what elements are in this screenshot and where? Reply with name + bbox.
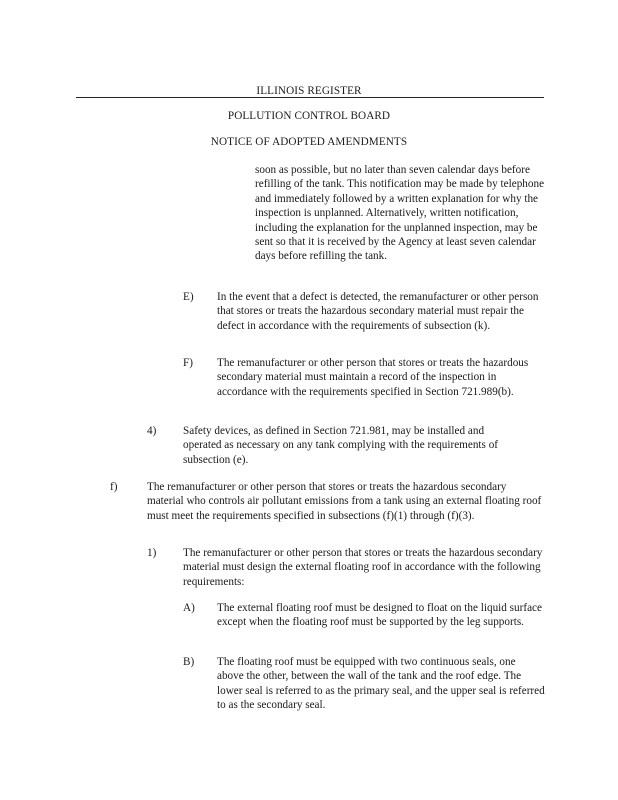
- item-text-E: In the event that a defect is detected, the remanufacturer or other person that stores or treats the hazardous secondary material must repair the defect in accordance with the requirements of subsection (k).: [217, 291, 539, 332]
- continuation-paragraph: soon as possible, but no later than seven calendar days before refilling of the tank. This notification may be made by telephone and immediately followed by a written explanation for why the inspection is unplanned. Alternatively, written notification, including the explanation for the unplanned inspection, may be sent so that it is received by the Agency at least seven calendar days before refilling the tank.: [255, 164, 545, 263]
- item-label-A: A): [183, 602, 195, 614]
- item-label-1: 1): [147, 547, 157, 559]
- item-text-f: The remanufacturer or other person that stores or treats the hazardous secondary material who controls air pollutant emissions from a tank using an external floating roof must meet the requirements specified in subsections (f)(1) through (f)(3).: [147, 481, 542, 522]
- header-rule: [76, 97, 544, 98]
- notice-title: NOTICE OF ADOPTED AMENDMENTS: [210, 136, 408, 148]
- item-text-A: The external floating roof must be designed to float on the liquid surface except when the floating roof must be supported by the leg supports.: [217, 602, 542, 629]
- item-text-4: Safety devices, as defined in Section 721.981, may be installed and operated as necessary on any tank complying with the requirements of subsection (e).: [183, 425, 499, 466]
- register-title: ILLINOIS REGISTER: [256, 85, 362, 97]
- item-label-4: 4): [147, 425, 157, 437]
- board-title: POLLUTION CONTROL BOARD: [227, 110, 391, 122]
- item-label-f: f): [110, 481, 118, 493]
- item-text-1: The remanufacturer or other person that stores or treats the hazardous secondary material must design the external floating roof in accordance with the following requirements:: [183, 547, 543, 588]
- item-label-F: F): [183, 357, 193, 369]
- item-text-B: The floating roof must be equipped with two continuous seals, one above the other, between the wall of the tank and the roof edge. The lower seal is referred to as the primary seal, and the upper seal is referred to as the secondary seal.: [217, 656, 545, 712]
- item-label-E: E): [183, 291, 194, 303]
- item-text-F: The remanufacturer or other person that stores or treats the hazardous secondary material must maintain a record of the inspection in accordance with the requirements specified in Section 721.989(b).: [217, 357, 529, 398]
- item-label-B: B): [183, 656, 195, 668]
